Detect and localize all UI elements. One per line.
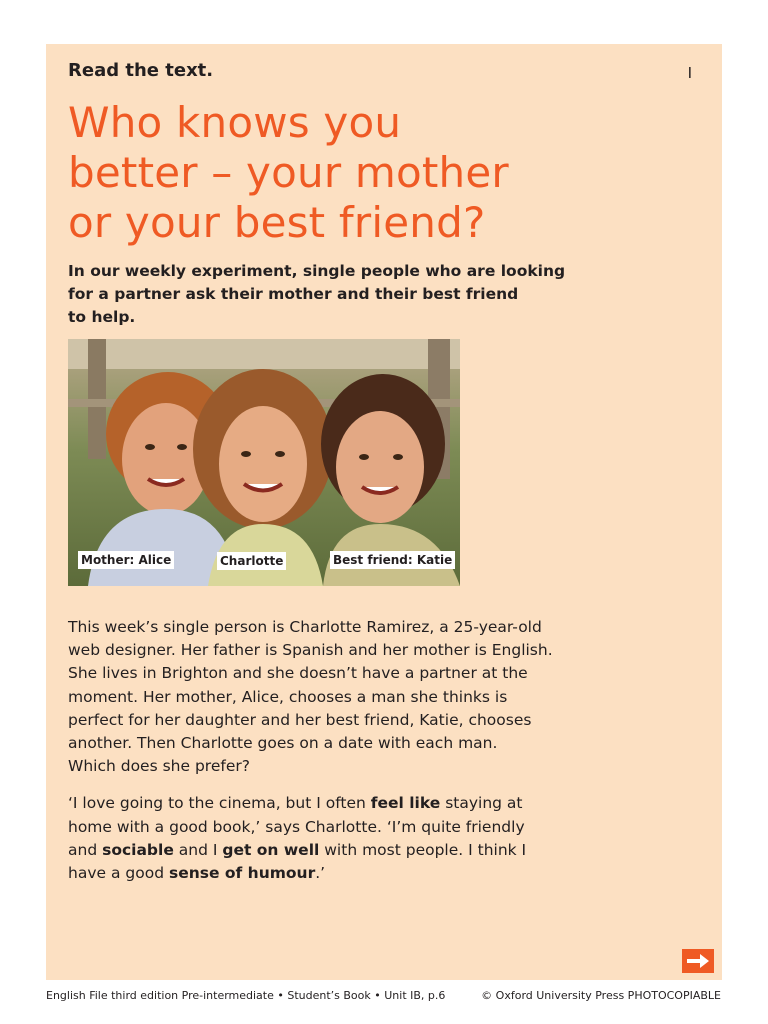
text-run: with most people. I think I: [319, 840, 527, 859]
text-run: have a good: [68, 864, 169, 883]
intro-line: to help.: [68, 308, 136, 326]
key-phrase: sociable: [102, 840, 174, 859]
key-phrase: sense of humour: [168, 864, 316, 883]
headline-line: Who knows you: [68, 98, 402, 147]
reading-panel: [46, 44, 722, 980]
body-line: another. Then Charlotte goes on a date with each man.: [68, 734, 498, 753]
instruction: Read the text.: [68, 60, 214, 81]
body-line: web designer. Her father is Spanish and her mother is English.: [68, 641, 553, 660]
footer-credit: English File third edition Pre-intermediate • Student’s Book • Unit IB, p.6: [46, 989, 446, 1002]
headline-line: or your best friend?: [68, 198, 486, 247]
body-line: home with a good book,’ says Charlotte. ‘I’m quite friendly: [68, 817, 525, 836]
paragraph-1: [68, 616, 588, 778]
arrow-right-icon: [686, 953, 710, 969]
next-page-button[interactable]: [682, 949, 714, 973]
key-phrase: get on well: [222, 840, 320, 859]
footer-copyright: © Oxford University Press PHOTOCOPIABLE: [481, 989, 721, 1002]
text-run: staying at: [440, 794, 523, 813]
text-run: and: [68, 840, 103, 859]
key-phrase: feel like: [370, 794, 441, 813]
body-line: [68, 792, 588, 815]
intro-line: In our weekly experiment, single people who are looking: [68, 262, 566, 280]
body-line: She lives in Brighton and she doesn’t have a partner at the: [68, 664, 528, 683]
caption-friend: Best friend: Katie: [330, 551, 455, 569]
page-mark: I: [687, 64, 692, 82]
body-line: [68, 862, 588, 885]
caption-mother: Mother: Alice: [78, 551, 174, 569]
three-women-photo: [68, 339, 460, 586]
text-run: .’: [315, 864, 326, 883]
body-line: moment. Her mother, Alice, chooses a man she thinks is: [68, 687, 508, 706]
intro-line: for a partner ask their mother and their best friend: [68, 285, 519, 303]
photo-illustration: [68, 339, 460, 586]
body-line: perfect for her daughter and her best friend, Katie, chooses: [68, 710, 532, 729]
article-headline: [68, 98, 588, 248]
caption-charlotte: Charlotte: [217, 552, 286, 570]
headline-line: better – your mother: [68, 148, 509, 197]
paragraph-2: [68, 792, 588, 885]
text-run: ‘I love going to the cinema, but I often: [68, 794, 371, 813]
text-run: and I: [173, 840, 223, 859]
body-line: [68, 839, 588, 862]
body-line: Which does she prefer?: [68, 757, 250, 776]
body-line: This week’s single person is Charlotte Ramirez, a 25-year-old: [68, 618, 542, 636]
article-body: [68, 616, 588, 885]
article-intro: [68, 260, 588, 329]
